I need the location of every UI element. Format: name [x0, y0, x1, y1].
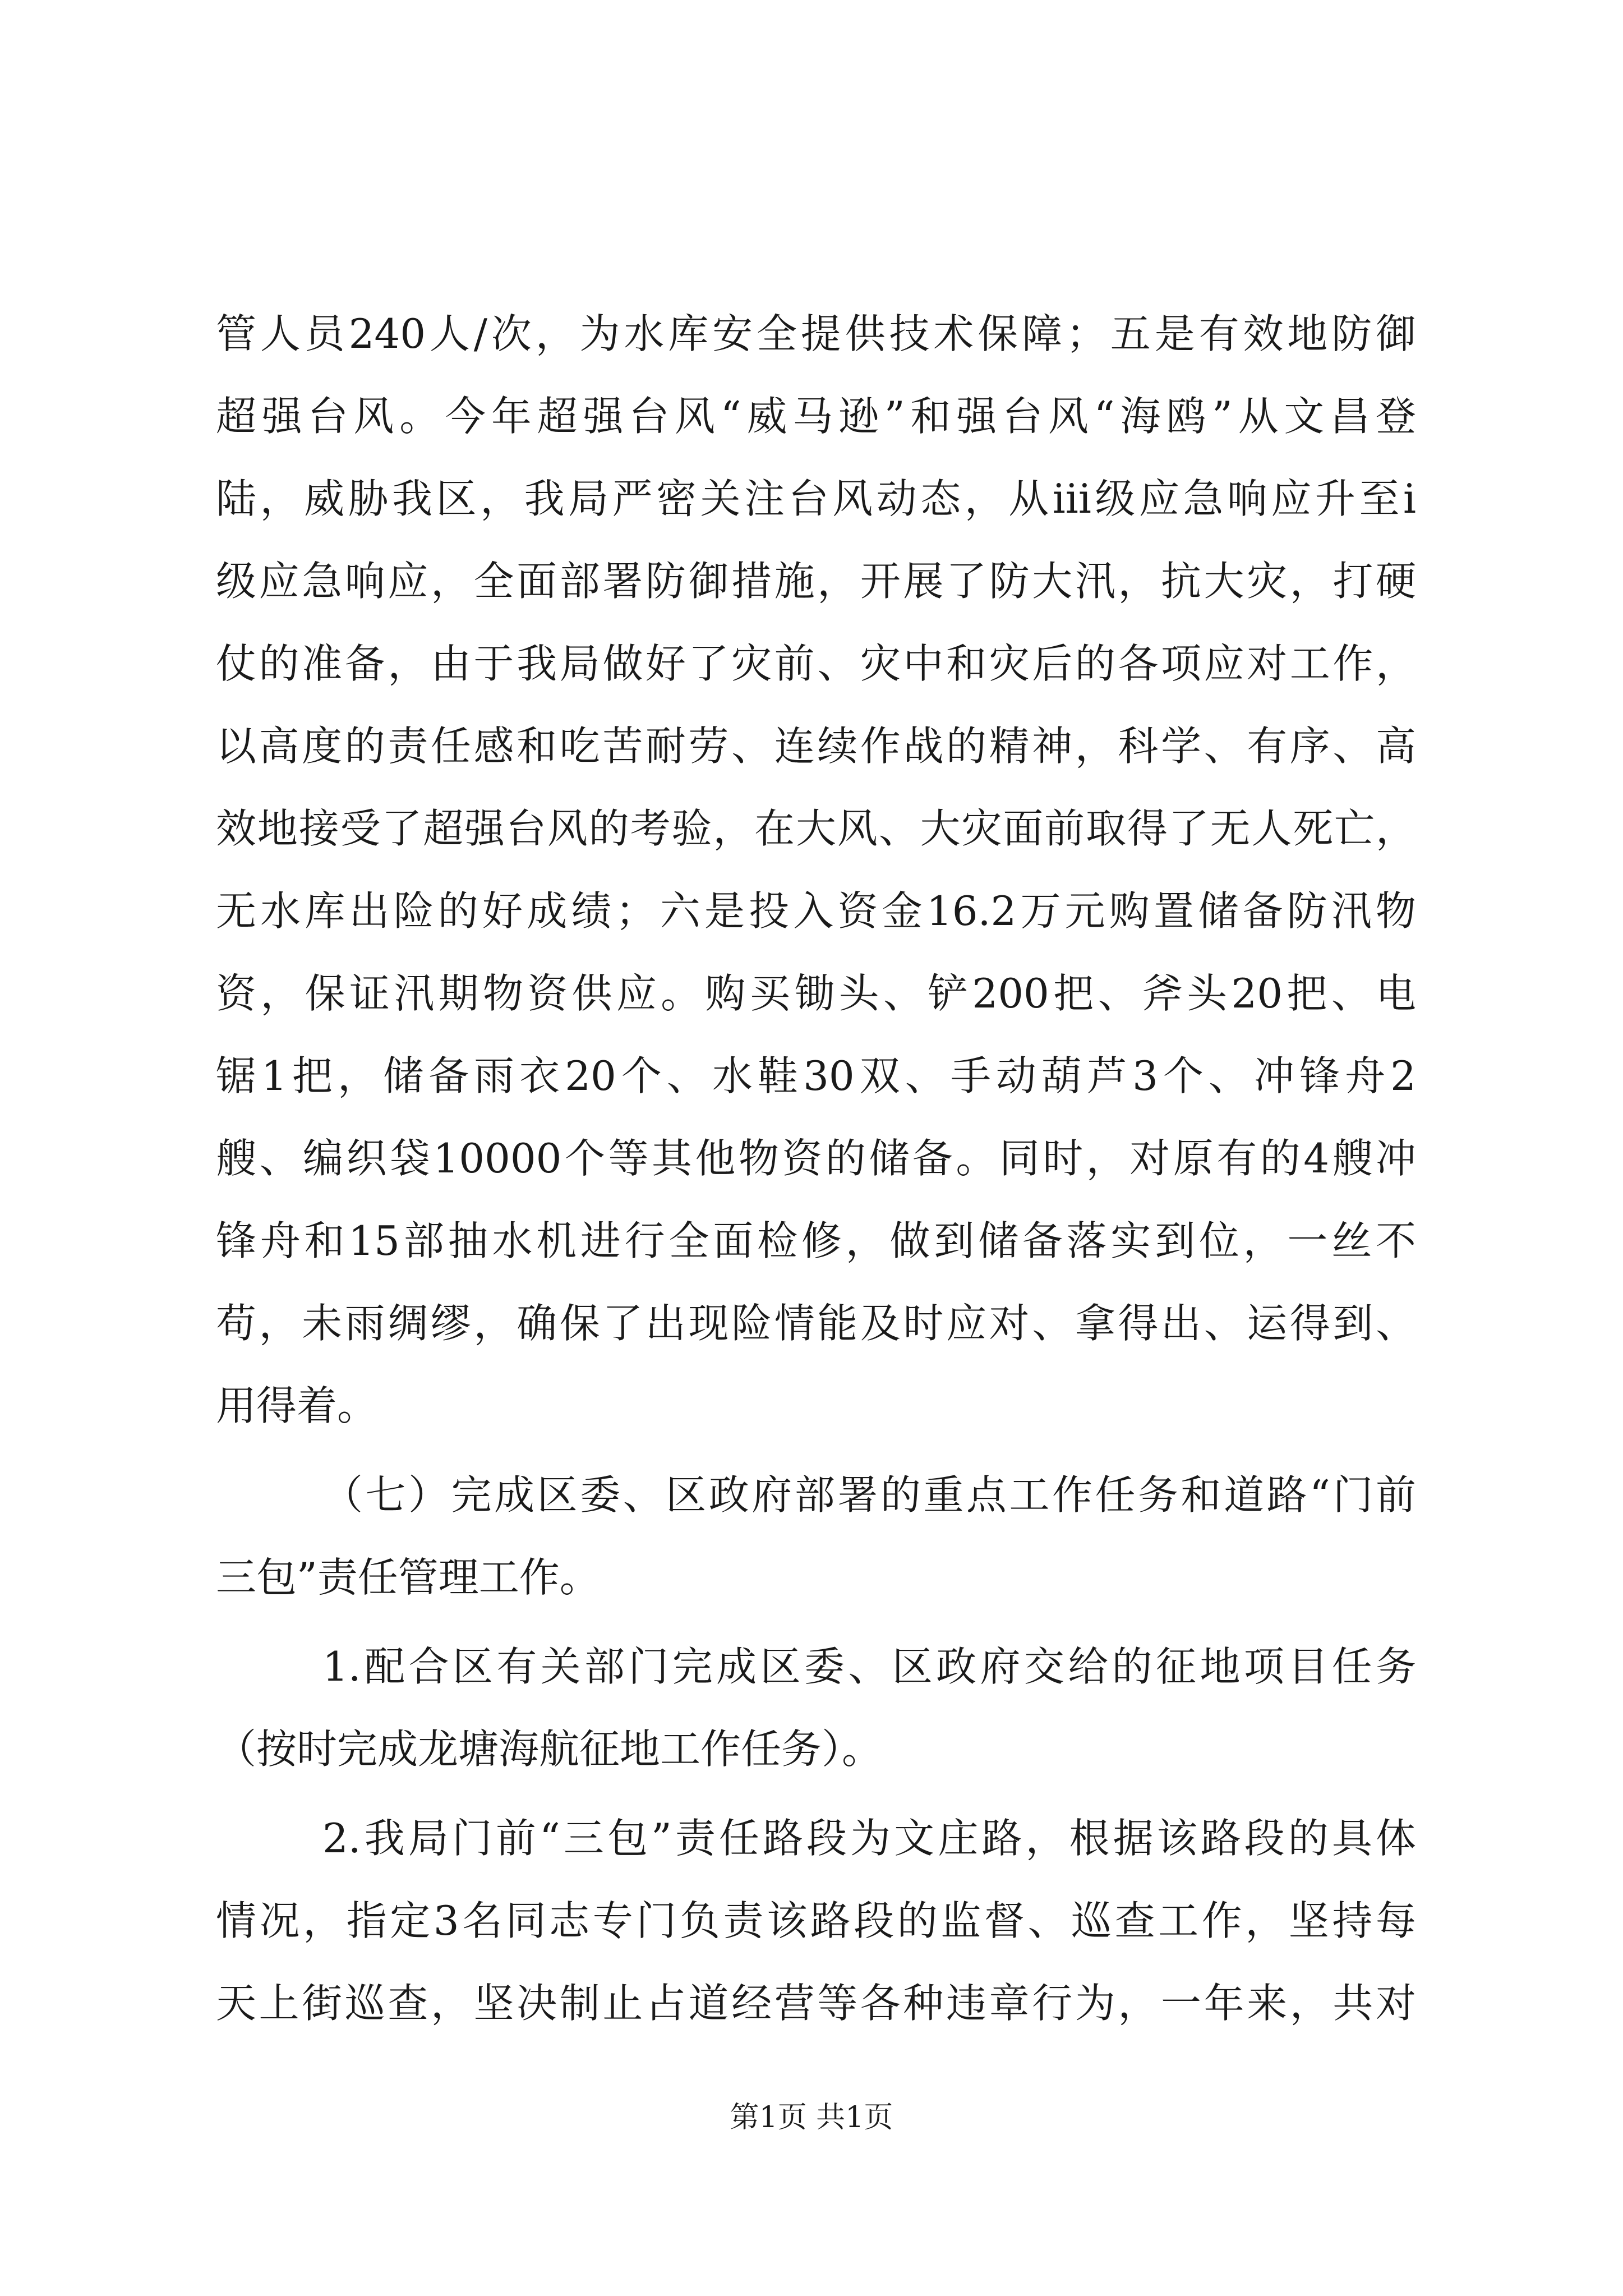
page-number-footer: 第1页 共1页 [730, 2101, 893, 2134]
body-line: 资，保证汛期物资供应。购买锄头、铲200把、斧头20把、电 [216, 970, 1416, 1017]
body-line: 超强台风。今年超强台风“威马逊”和强台风“海鸥”从文昌登 [216, 393, 1416, 440]
list-item-line: 2.我局门前“三包”责任路段为文庄路，根据该路段的具体 [322, 1815, 1416, 1862]
body-line: 锯1把，储备雨衣20个、水鞋30双、手动葫芦3个、冲锋舟2 [216, 1052, 1416, 1099]
section-heading-line: （七）完成区委、区政府部署的重点工作任务和道路“门前 [322, 1471, 1416, 1519]
list-item-line: 情况，指定3名同志专门负责该路段的监督、巡查工作，坚持每 [216, 1897, 1416, 1944]
body-line: 陆，威胁我区，我局严密关注台风动态，从iii级应急响应升至i [216, 475, 1416, 522]
list-item-line: 1.配合区有关部门完成区委、区政府交给的征地项目任务 [322, 1643, 1416, 1690]
body-line: 以高度的责任感和吃苦耐劳、连续作战的精神，科学、有序、高 [216, 723, 1416, 770]
body-line: 仗的准备，由于我局做好了灾前、灾中和灾后的各项应对工作， [216, 640, 1416, 687]
body-line: 无水库出险的好成绩；六是投入资金16.2万元购置储备防汛物 [216, 887, 1416, 935]
body-line: 苟，未雨绸缪，确保了出现险情能及时应对、拿得出、运得到、 [216, 1300, 1416, 1347]
section-heading-line: 三包”责任管理工作。 [216, 1554, 600, 1601]
body-line: 级应急响应，全面部署防御措施，开展了防大汛，抗大灾，打硬 [216, 558, 1416, 605]
body-line: 用得着。 [216, 1382, 378, 1429]
body-line: 艘、编织袋10000个等其他物资的储备。同时，对原有的4艘冲 [216, 1135, 1416, 1182]
body-line: 锋舟和15部抽水机进行全面检修，做到储备落实到位，一丝不 [216, 1217, 1416, 1264]
list-item-line: （按时完成龙塘海航征地工作任务）。 [216, 1726, 883, 1773]
body-line: 效地接受了超强台风的考验，在大风、大灾面前取得了无人死亡， [216, 805, 1416, 852]
list-item-line: 天上街巡查，坚决制止占道经营等各种违章行为，一年来，共对 [216, 1980, 1416, 2027]
body-line: 管人员240人/次，为水库安全提供技术保障；五是有效地防御 [216, 310, 1416, 357]
